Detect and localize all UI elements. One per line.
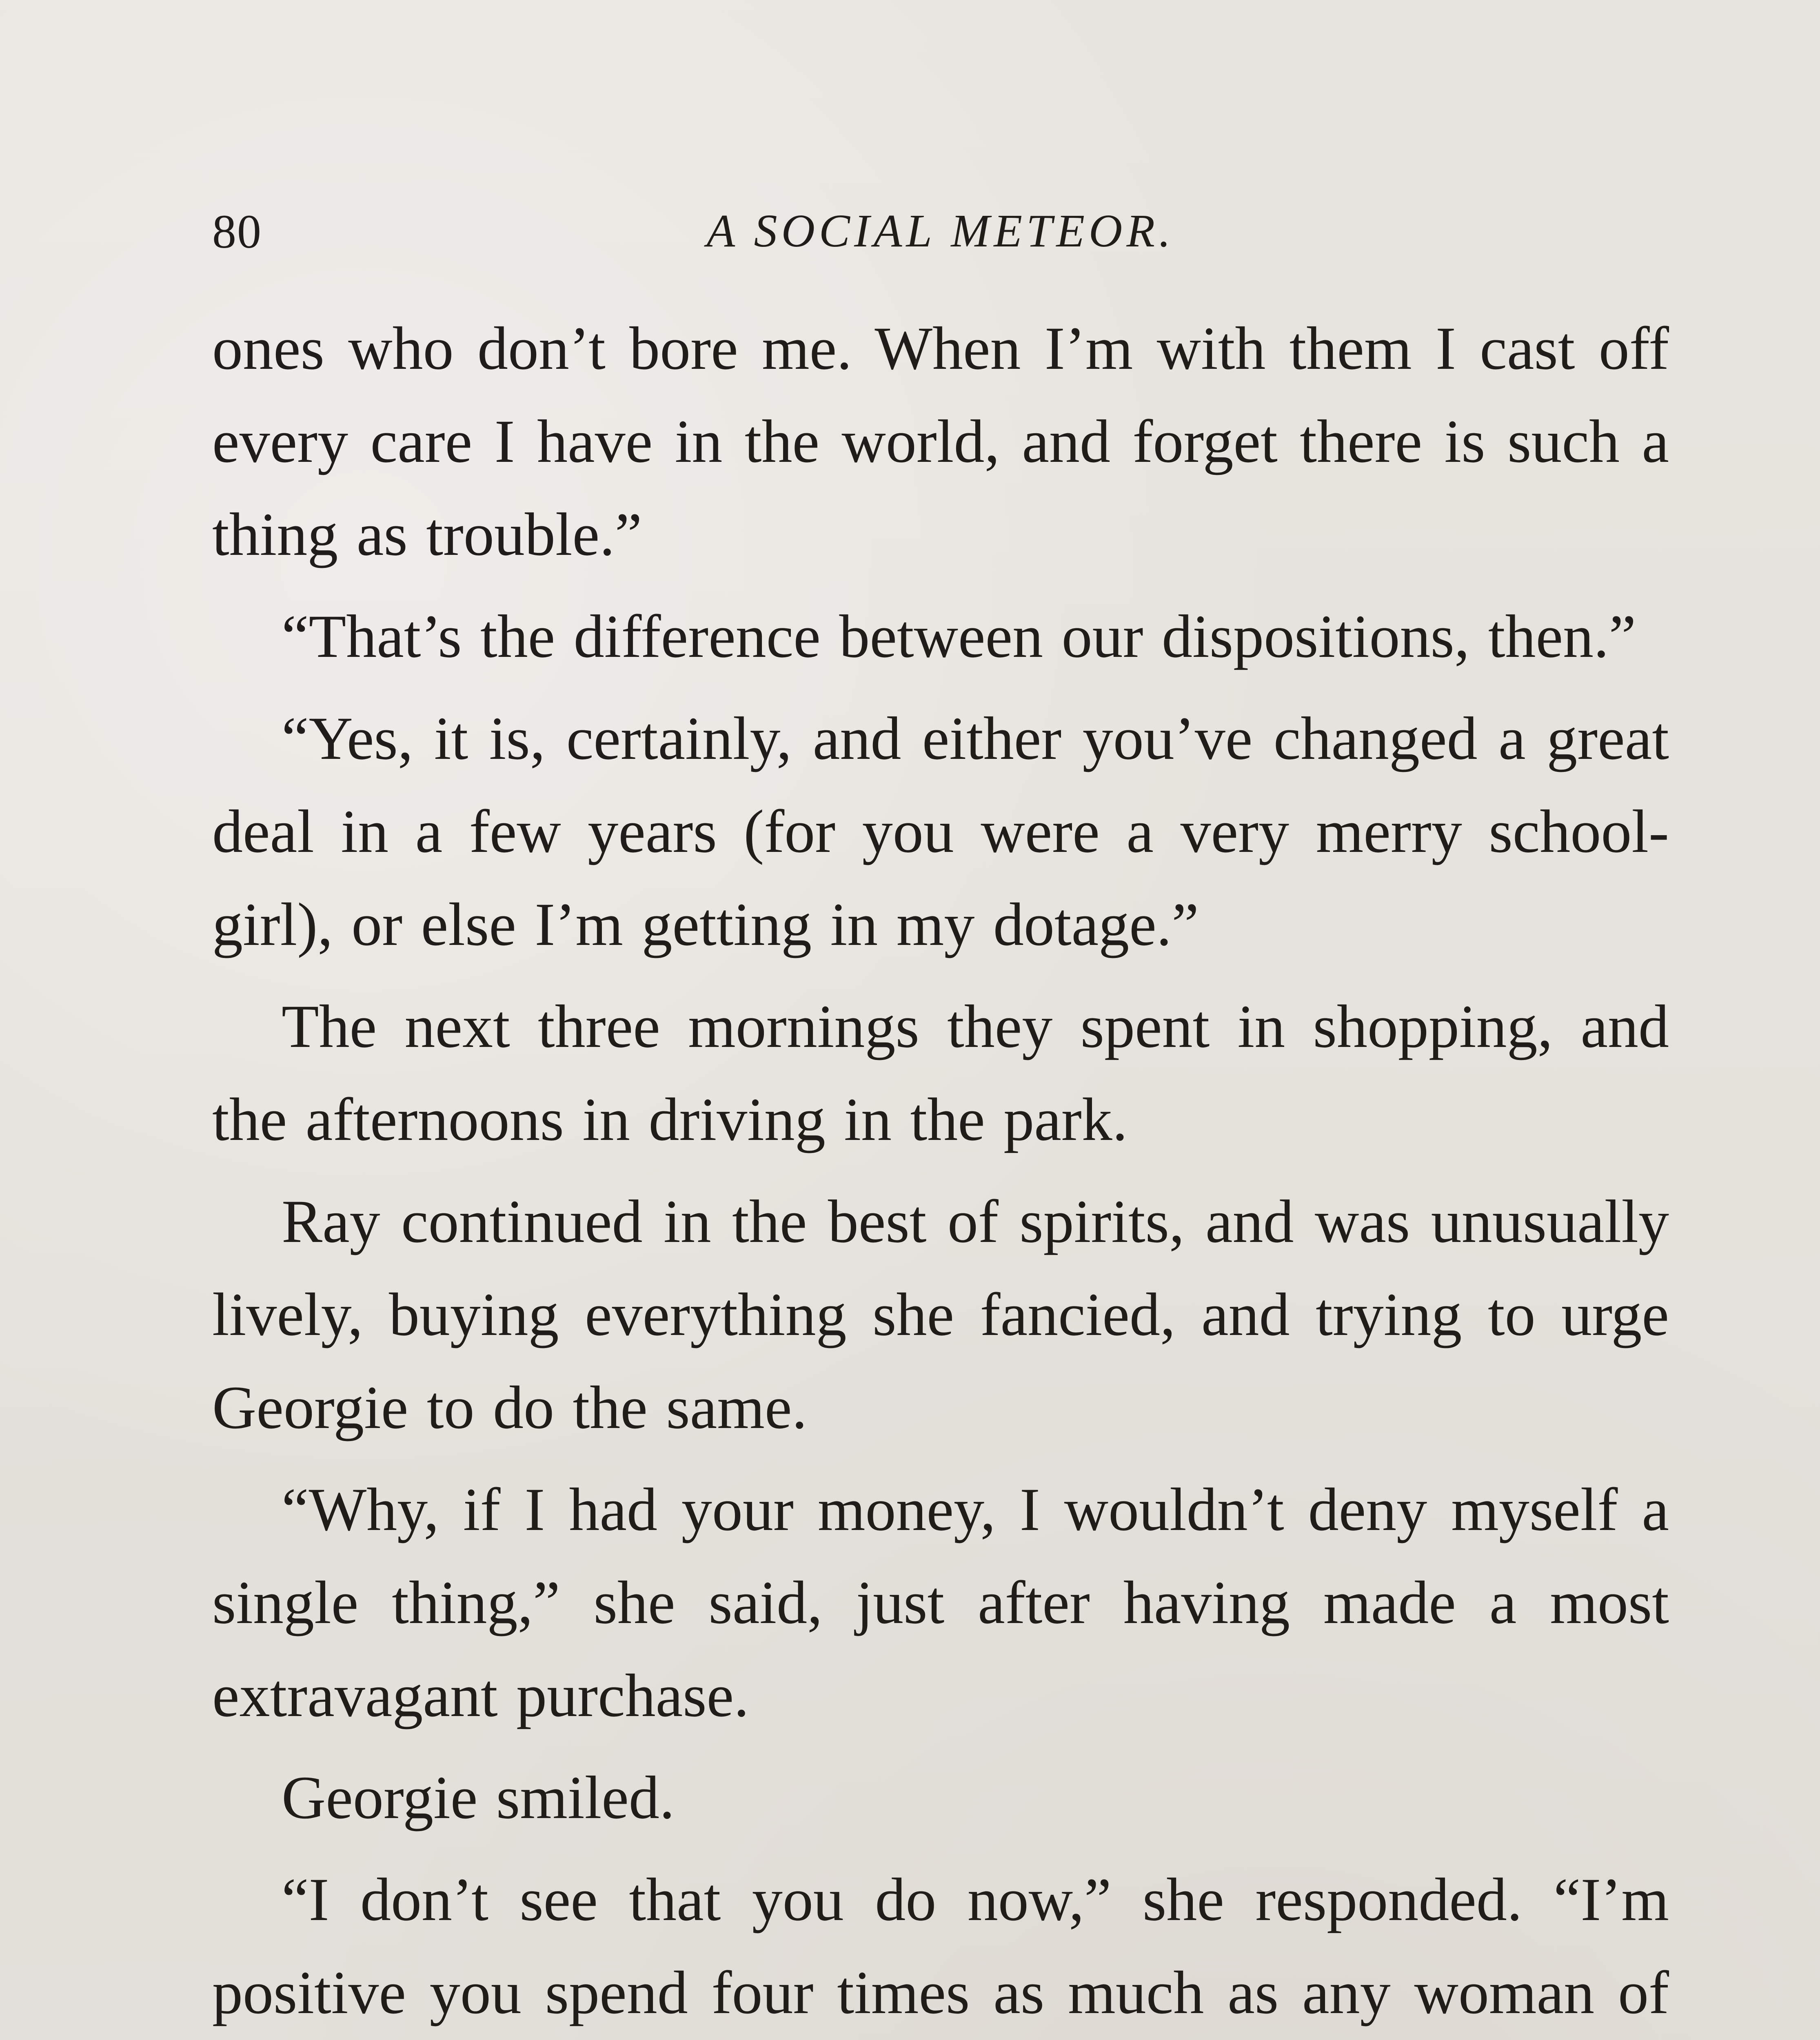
- paragraph: “That’s the difference between our dispositions, then.”: [282, 603, 1636, 670]
- paragraph: Ray continued in the best of spirits, and was unusually lively, buying everything she fancied, and trying to urge Georgie to do the same.: [212, 1188, 1669, 1441]
- running-title: A SOCIAL METEOR.: [706, 205, 1175, 257]
- paragraph: “Why, if I had your money, I wouldn’t deny myself a single thing,” she said, just after having made a most extravagant purchase.: [212, 1476, 1669, 1730]
- page-text: [212, 302, 1669, 2040]
- page-header: [212, 204, 1669, 265]
- paragraph: “I don’t see that you do now,” she responded. “I’m positive you spend four times as much as any woman of: [212, 1866, 1669, 2027]
- page-number: 80: [212, 205, 262, 258]
- paragraph: “Yes, it is, certainly, and either you’ve changed a great deal in a few years (for you were a very merry school-girl), or else I’m getting in my dotage.”: [212, 705, 1669, 958]
- paragraph: Georgie smiled.: [282, 1764, 675, 1832]
- paragraph: The next three mornings they spent in shopping, and the afternoons in driving in the park.: [212, 993, 1669, 1153]
- paragraph: ones who don’t bore me. When I’m with them I cast off every care I have in the world, and forget there is such a thing as trouble.”: [212, 315, 1669, 568]
